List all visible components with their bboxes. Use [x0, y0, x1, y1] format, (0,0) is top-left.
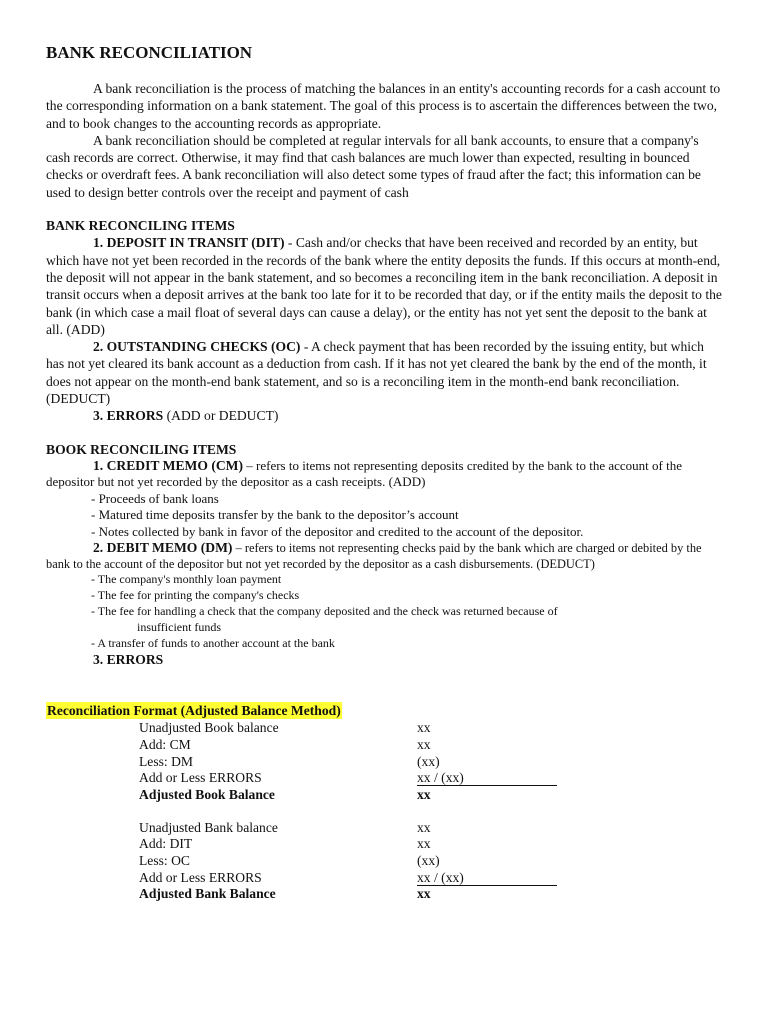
format-title: Reconciliation Format (Adjusted Balance Method)	[47, 703, 341, 719]
list-item: - Matured time deposits transfer by the bank to the depositor’s account	[91, 507, 459, 523]
bank-errors-paragraph	[46, 407, 722, 424]
cm-label: 1. CREDIT MEMO (CM)	[93, 457, 244, 473]
row-label: Adjusted Book Balance	[139, 786, 275, 802]
dm-label: 2. DEBIT MEMO (DM)	[93, 540, 233, 556]
list-item-continuation: insufficient funds	[137, 619, 222, 634]
list-item	[91, 604, 722, 636]
table-row	[139, 770, 557, 787]
row-label: Unadjusted Bank balance	[139, 819, 278, 835]
row-label: Add: CM	[139, 737, 191, 753]
cm-text: – refers to items not representing deposits credited by the bank to the account of the depositor but not yet recorded by the depositor as a cash receipts. (ADD)	[46, 457, 683, 490]
row-label: Less: DM	[139, 753, 193, 769]
row-value	[417, 870, 557, 887]
row-value: xx	[417, 720, 431, 736]
book-errors-label: 3. ERRORS	[93, 652, 164, 668]
row-value: (xx)	[417, 853, 440, 869]
row-value: xx	[417, 836, 431, 852]
bank-items-heading: BANK RECONCILING ITEMS	[46, 218, 235, 234]
row-label: Less: OC	[139, 853, 190, 869]
list-item: - The company's monthly loan payment	[91, 572, 282, 587]
intro-paragraph-1: A bank reconciliation is the process of matching the balances in an entity's accounting records for a cash account to the corresponding information on a bank statement. The goal of this process is to ascertain the differences between the two, and to book changes to the accounting records as appropriate.	[46, 81, 721, 131]
bank-errors-text: (ADD or DEDUCT)	[163, 408, 279, 424]
dm-bullet-list	[46, 572, 722, 651]
row-label: Unadjusted Book balance	[139, 720, 279, 736]
row-value: xx	[417, 819, 431, 835]
list-item: - Notes collected by bank in favor of the depositor and credited to the account of the depositor.	[91, 523, 584, 539]
bank-errors-label: 3. ERRORS	[93, 408, 164, 424]
row-value: xx	[417, 737, 431, 753]
document-page	[46, 42, 722, 903]
row-value: xx	[417, 786, 431, 802]
row-label: Add or Less ERRORS	[139, 770, 262, 786]
dit-text: - Cash and/or checks that have been received and recorded by an entity, but which have not yet been recorded in the records of the bank where the entity deposits the funds. If this occurs at month-end, the deposit will not appear in the bank statement, and so becomes a reconciling item in the bank reconciliation. A deposit in transit occurs when a deposit arrives at the bank too late for it to be recorded that day, or if the entity mails the deposit to the bank (in which case a mail float of several days can cause a delay), or the entity has not yet sent the deposit to the bank at all. (ADD)	[46, 235, 722, 337]
table-row	[139, 787, 557, 804]
dm-text: – refers to items not representing checks paid by the bank which are charged or debited by the bank to the account of the depositor but not yet recorded by the depositor as a cash disbursements. (DEDUCT)	[46, 541, 702, 572]
row-label: Add: DIT	[139, 836, 193, 852]
book-balance-table	[139, 720, 557, 803]
underlined-value: xx / (xx)	[417, 771, 557, 786]
table-row	[139, 886, 557, 903]
row-label: Add or Less ERRORS	[139, 869, 262, 885]
oc-text: - A check payment that has been recorded by the issuing entity, but which has not yet cleared its bank account as a deduction from cash. If it has not yet cleared the bank by the end of the month, it does not appear on the month-end bank statement, and so is a reconciling item in the month-end bank reconciliation. (DEDUCT)	[46, 339, 707, 407]
list-item: - Proceeds of bank loans	[91, 490, 219, 506]
table-spacer	[46, 803, 722, 820]
row-value	[417, 770, 557, 787]
table-row	[139, 836, 557, 853]
reconciliation-format	[46, 702, 722, 902]
list-item: - The fee for printing the company's checks	[91, 588, 300, 603]
table-row	[139, 853, 557, 870]
dit-paragraph	[46, 234, 722, 338]
table-row	[139, 720, 557, 737]
list-item-text: - The fee for handling a check that the company deposited and the check was returned because of	[91, 604, 558, 619]
oc-paragraph	[46, 338, 722, 407]
intro-paragraph-2: A bank reconciliation should be completed at regular intervals for all bank accounts, to ensure that a company's cash records are correct. Otherwise, it may find that cash balances are much lower than expected, resulting in bounced checks or overdraft fees. A bank reconciliation will also detect some types of fraud after the fact; this information can be used to design better controls over the receipt and payment of cash	[46, 132, 701, 200]
table-row	[139, 870, 557, 887]
cm-bullet-list	[46, 491, 722, 541]
cm-paragraph	[46, 458, 722, 491]
row-label: Adjusted Bank Balance	[139, 886, 276, 902]
dm-paragraph	[46, 540, 722, 572]
bank-balance-table	[139, 820, 557, 903]
dit-label: 1. DEPOSIT IN TRANSIT (DIT)	[93, 235, 285, 251]
book-items-heading: BOOK RECONCILING ITEMS	[46, 441, 237, 457]
list-item: - A transfer of funds to another account at the bank	[91, 635, 335, 650]
table-row	[139, 737, 557, 754]
row-value: (xx)	[417, 753, 440, 769]
table-row	[139, 820, 557, 837]
row-value: xx	[417, 886, 431, 902]
oc-label: 2. OUTSTANDING CHECKS (OC)	[93, 339, 301, 355]
document-title: BANK RECONCILIATION	[46, 43, 253, 62]
table-row	[139, 754, 557, 771]
underlined-value: xx / (xx)	[417, 871, 557, 886]
